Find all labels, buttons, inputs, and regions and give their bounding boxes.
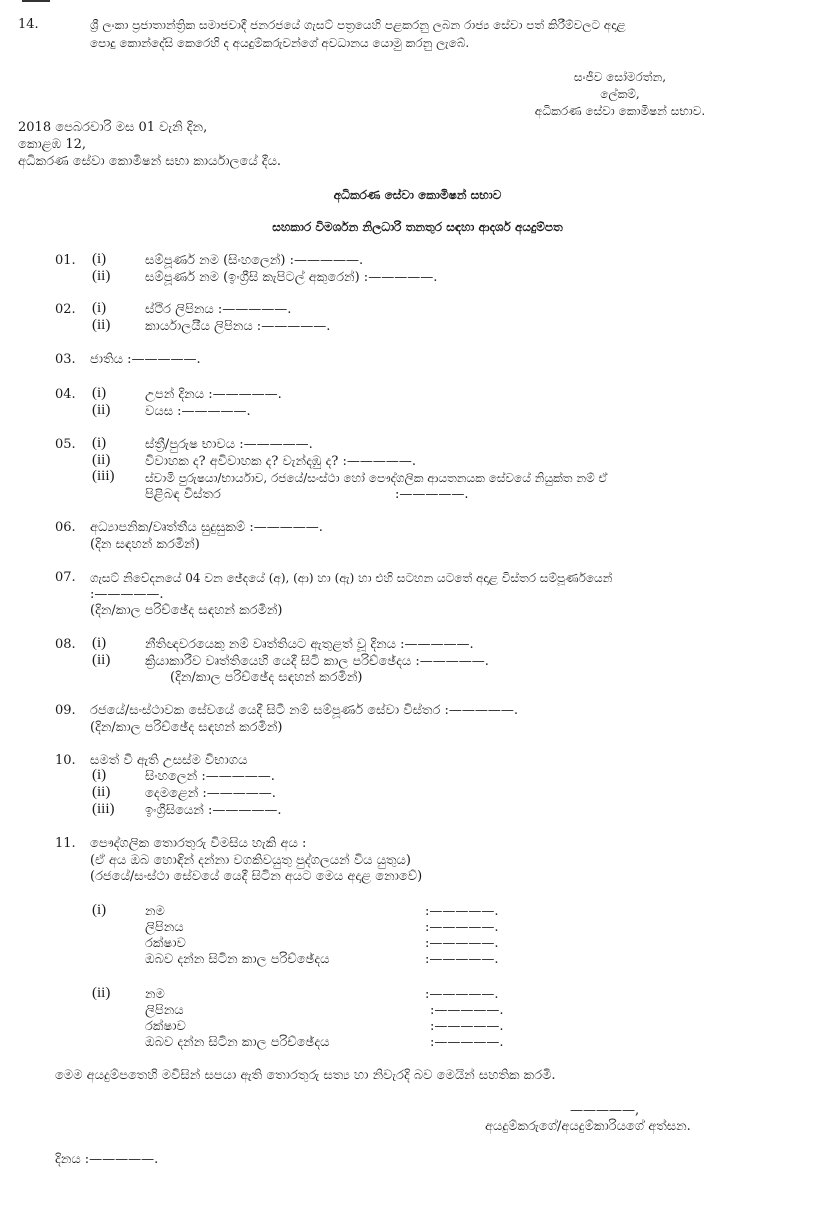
q04-i-text: උපන් දිනය :—————. <box>145 387 282 402</box>
q10-number: 10. <box>55 753 76 768</box>
q10-i-label: (i) <box>92 767 107 783</box>
q10-i-text: සිංහලෙන් :—————. <box>145 769 275 784</box>
referee-1-label: (i) <box>92 902 107 918</box>
org-title: අධිකරණ සේවා කොමිෂන් සභාව <box>333 188 502 202</box>
q09-number: 09. <box>55 703 76 718</box>
q11-text: පෞද්ගලික තොරතුරු විමසිය හැකි අය : <box>90 836 307 851</box>
q04-ii-text: වයස :—————. <box>145 404 251 419</box>
q10-iii-text: ඉංග්‍රීසියෙන් :—————. <box>145 803 282 818</box>
q01-ii-text: සම්පූර්ණ නම (ඉංග්‍රීසි කැපිටල් අකුරෙන්) :—————. <box>145 270 438 285</box>
page-top-rule <box>22 0 50 2</box>
q01-i-text: සම්පූර්ණ නම (සිංහලෙන්) :—————. <box>145 253 364 268</box>
q01-i-label: (i) <box>92 251 107 267</box>
q07-note: (දින/කාල පරිච්ඡේද සඳහන් කරමින්) <box>90 603 283 618</box>
q06-number: 06. <box>55 520 76 535</box>
q08-ii-label: (ii) <box>92 652 111 668</box>
q03-text: ජාතිය :—————. <box>90 352 201 367</box>
item-number: 14. <box>18 17 39 32</box>
q05-iii-text: ස්වාමි පුරුෂයා/භාර්යාව, රජයේ/සංස්ථා හෝ පෞද්ගලික ආයතනයක සේවයේ නියුක්ත නම් ඒ <box>145 471 608 485</box>
q09-note: (දින/කාල පරිච්ඡේද සඳහන් කරමින්) <box>90 720 283 735</box>
q04-ii-label: (ii) <box>92 402 111 418</box>
referee-2-name-blank: :—————. <box>425 987 499 1002</box>
q11-number: 11. <box>55 836 76 851</box>
q06-note: (දින සඳහන් කරමින්) <box>90 537 200 552</box>
q05-iii-label: (iii) <box>92 468 115 484</box>
q05-ii-text: විවාහක ද? අවිවාහක ද? වැන්දඹු ද? :—————. <box>145 454 416 469</box>
signatory-org: අධිකරණ සේවා කොමිෂන් සභාව. <box>534 104 706 118</box>
q02-i-text: ස්ථිර ලිපිනය :—————. <box>145 302 292 317</box>
q02-ii-label: (ii) <box>92 317 111 333</box>
signature-line: —————, <box>570 1103 640 1118</box>
q11-note-1: (ඒ අය ඔබ හොඳින් දන්නා වගකිවයුතු පුද්ගලයන් විය යුතුය) <box>90 853 411 868</box>
q08-i-text: නීතිඥවරයෙකු නම් වෘත්තියට ඇතුළත් වූ දිනය :—————. <box>145 637 474 652</box>
q05-i-text: ස්ත්‍රී/පුරුෂ භාවය :—————. <box>145 437 313 452</box>
q08-note: (දින/කාල පරිච්ඡේද සඳහන් කරමින්) <box>170 670 363 685</box>
q01-ii-label: (ii) <box>92 268 111 284</box>
q11-note-2: (රජයේ/සංස්ථා සේවයේ යෙදී සිටින අයට මෙය අදාළ නොවේ) <box>90 869 423 884</box>
notice-line-1: ශ්‍රී ලංකා ප්‍රජාතාන්ත්‍රික සමාජවාදී ජනරජයේ ගැසට් පත්‍රයෙහි පළකරනු ලබන රාජ්‍ය සේවා පත් කිරීම්වලට අදාළ <box>90 18 626 32</box>
referee-1-job-blank: :—————. <box>425 936 499 951</box>
office-line: අධිකරණ සේවා කොමිෂන් සභා කාර්යාලයේ දීය. <box>18 154 282 169</box>
referee-2-label: (ii) <box>92 985 111 1001</box>
q05-iii-blank: :—————. <box>395 487 469 502</box>
referee-2-address-label: ලිපිනය <box>145 1003 184 1018</box>
date-line: 2018 පෙබරවාරි මස 01 වැනි දින, <box>18 120 208 135</box>
q07-number: 07. <box>55 570 76 585</box>
q10-ii-text: දෙමළෙන් :—————. <box>145 786 276 801</box>
q03-number: 03. <box>55 352 76 367</box>
q07-text: ගැසට් නිවේදනයේ 04 වන ඡේදයේ (අ), (ආ) හා (ඇ) හා එහි සටහන යටතේ අදාළ විස්තර සම්පූර්ණයෙන් <box>90 571 613 585</box>
referee-1-period-label: ඔබව දන්න සිටින කාල පරිච්ඡේදය <box>145 952 330 967</box>
referee-1-name-blank: :—————. <box>425 904 499 919</box>
referee-2-period-label: ඔබව දන්න සිටින කාල පරිච්ඡේදය <box>145 1035 330 1050</box>
q05-ii-label: (ii) <box>92 452 111 468</box>
q05-number: 05. <box>55 437 76 452</box>
q08-ii-text: ක්‍රියාකාරීව වෘත්තියෙහි යෙදී සිටි කාල පරිච්ඡේදය :—————. <box>145 654 489 669</box>
referee-2-job-blank: :—————. <box>430 1019 504 1034</box>
q08-i-label: (i) <box>92 635 107 651</box>
q02-ii-text: කාර්යාලයීය ලිපිනය :—————. <box>145 319 331 334</box>
declaration: මෙම අයදුම්පතෙහි මවිසින් සපයා ඇති තොරතුරු සත්‍ය හා නිවැරදි බව මෙයින් සහතික කරමි. <box>55 1068 556 1083</box>
referee-1-address-label: ලිපිනය <box>145 920 184 935</box>
q08-number: 08. <box>55 637 76 652</box>
q07-blank: :—————. <box>90 587 164 602</box>
q04-number: 04. <box>55 387 76 402</box>
q10-text: සමත් වී ඇති උසස්ම විභාගය <box>90 753 248 768</box>
place-line: කොළඹ 12, <box>18 137 87 152</box>
q10-ii-label: (ii) <box>92 784 111 800</box>
q05-iii-text-2: පිළිබඳ විස්තර <box>145 487 221 502</box>
signatory-name: සංජීව සෝමරත්න, <box>573 70 667 84</box>
q06-text: අධ්‍යාපනික/වෘත්තීය සුදුසුකම් :—————. <box>90 520 323 535</box>
referee-2-job-label: රක්ෂාව <box>145 1019 186 1034</box>
referee-1-name-label: නම <box>145 904 165 919</box>
referee-1-period-blank: :—————. <box>425 952 499 967</box>
q10-iii-label: (iii) <box>92 801 115 817</box>
q02-number: 02. <box>55 302 76 317</box>
signatory-title: ලේකම්, <box>600 87 640 101</box>
notice-line-2: පොදු කොන්දේසි කෙරෙහි ද අයදුම්කරුවන්ගේ අවධානය යොමු කරනු ලැබේ. <box>90 36 470 50</box>
q05-i-label: (i) <box>92 435 107 451</box>
referee-2-name-label: නම <box>145 987 165 1002</box>
form-title: සහකාර විමර්ශන නිලධාරි තනතුර සඳහා ආදර්ශ අයදුම්පත <box>272 220 563 234</box>
referee-1-job-label: රක්ෂාව <box>145 936 186 951</box>
q01-number: 01. <box>55 253 76 268</box>
referee-2-address-blank: :—————. <box>430 1003 504 1018</box>
q02-i-label: (i) <box>92 300 107 316</box>
signature-caption: අයදුම්කරුගේ/අයදුම්කාරියගේ අත්සන. <box>485 1119 691 1134</box>
q09-text: රජයේ/සංස්ථාවක සේවයේ යෙදී සිටී නම් සම්පූර්ණ සේවා විස්තර :—————. <box>90 703 518 718</box>
referee-1-address-blank: :—————. <box>425 920 499 935</box>
q04-i-label: (i) <box>92 385 107 401</box>
date-field: දිනය :—————. <box>55 1152 159 1167</box>
referee-2-period-blank: :—————. <box>430 1035 504 1050</box>
